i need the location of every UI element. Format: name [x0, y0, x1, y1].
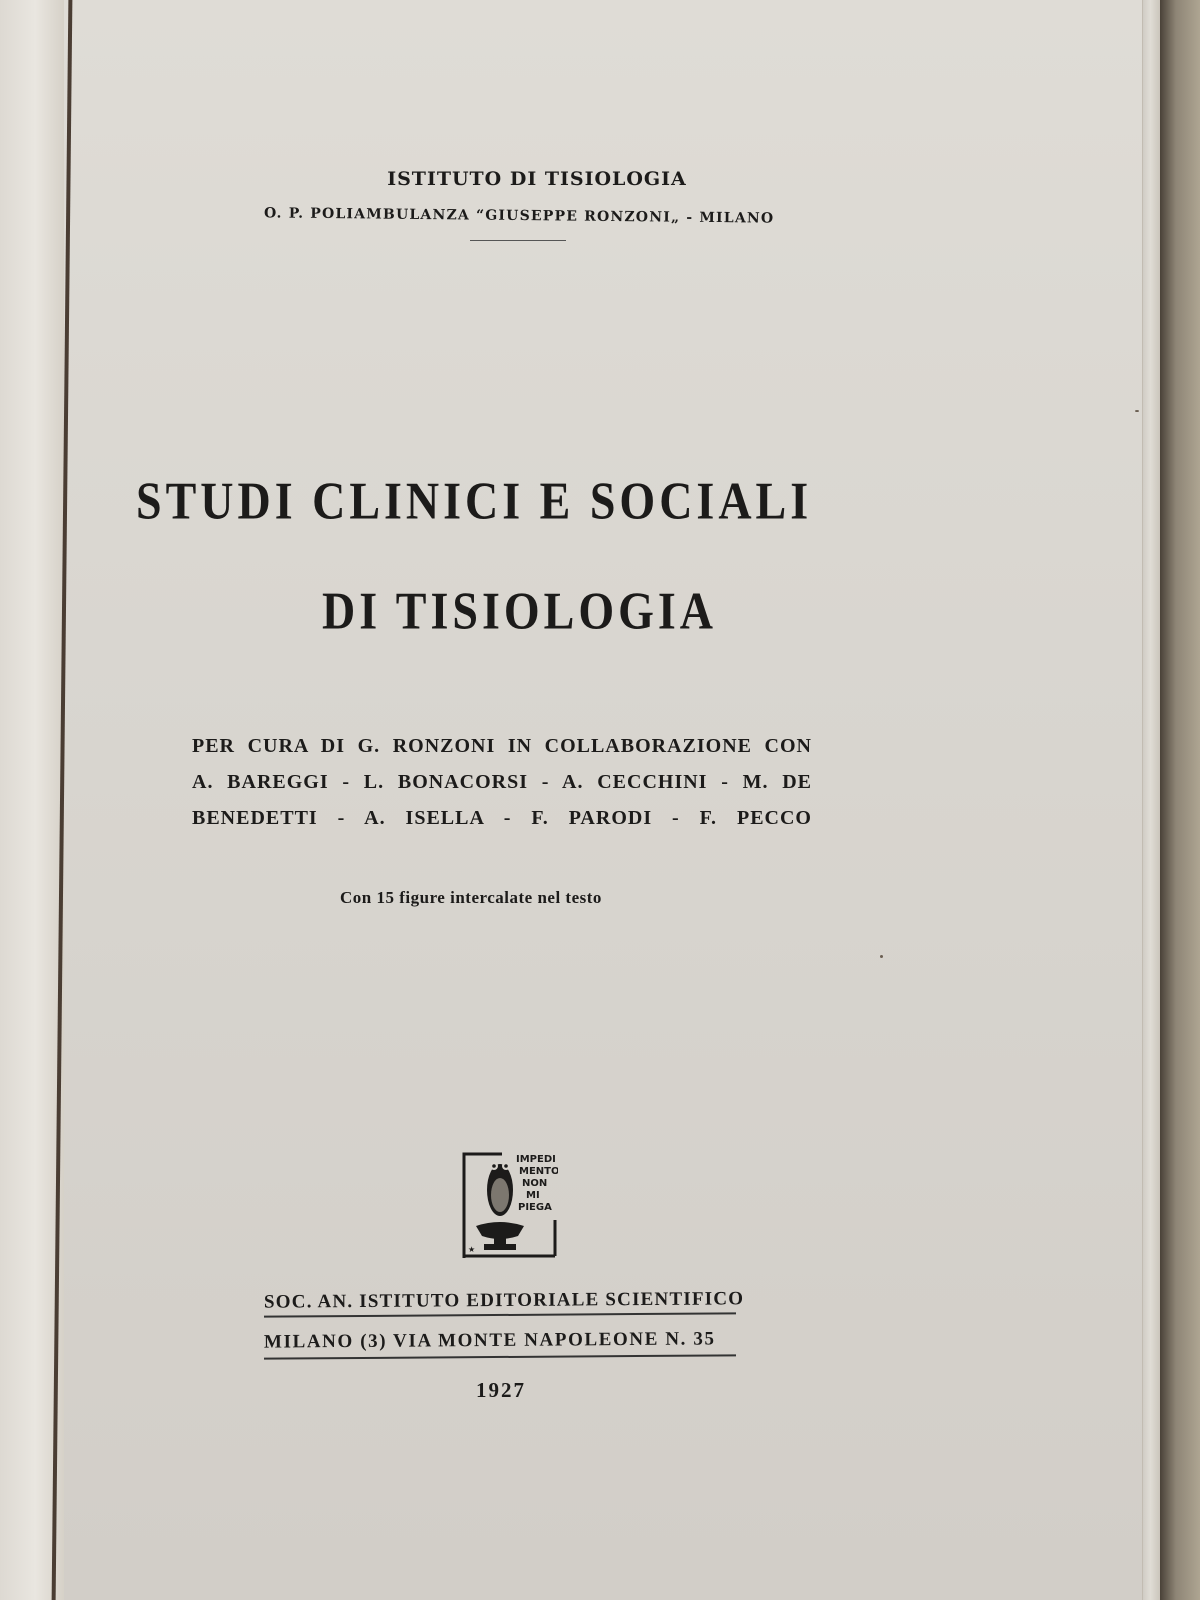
background-shadow: [1160, 0, 1200, 1600]
institute-name: ISTITUTO DI TISIOLOGIA: [387, 168, 687, 190]
header-divider: [470, 240, 566, 241]
publisher-name: SOC. AN. ISTITUTO EDITORIALE SCIENTIFICO: [263, 1288, 745, 1313]
credits: [192, 728, 812, 836]
book-title-line-2: DI TISIOLOGIA: [322, 581, 718, 640]
page-edge: [1142, 0, 1161, 1600]
svg-text:★: ★: [468, 1245, 476, 1254]
paper-speck: [880, 955, 883, 958]
owl-on-pedestal-icon: [462, 1150, 558, 1258]
svg-text:MENTO: MENTO: [519, 1166, 558, 1177]
svg-text:MI: MI: [526, 1190, 540, 1201]
book-title-line-1: STUDI CLINICI E SOCIALI: [136, 471, 813, 530]
credits-line: A. BAREGGI - L. BONACORSI - A. CECCHINI - M. DE: [192, 771, 812, 793]
publication-year: 1927: [476, 1378, 526, 1402]
svg-text:PIEGA: PIEGA: [518, 1202, 552, 1213]
institute-subtitle: O. P. POLIAMBULANZA “GIUSEPPE RONZONI„ - MILANO: [263, 205, 775, 227]
svg-text:IMPEDI: IMPEDI: [516, 1154, 556, 1165]
credits-line: PER CURA DI G. RONZONI IN COLLABORAZIONE CON: [192, 735, 812, 757]
figures-note: Con 15 figure intercalate nel testo: [340, 888, 602, 907]
credits-line: BENEDETTI - A. ISELLA - F. PARODI - F. PECCO: [192, 807, 812, 829]
svg-text:NON: NON: [522, 1178, 548, 1189]
publisher-address: MILANO (3) VIA MONTE NAPOLEONE N. 35: [263, 1328, 716, 1353]
paper-speck: [1135, 410, 1139, 412]
